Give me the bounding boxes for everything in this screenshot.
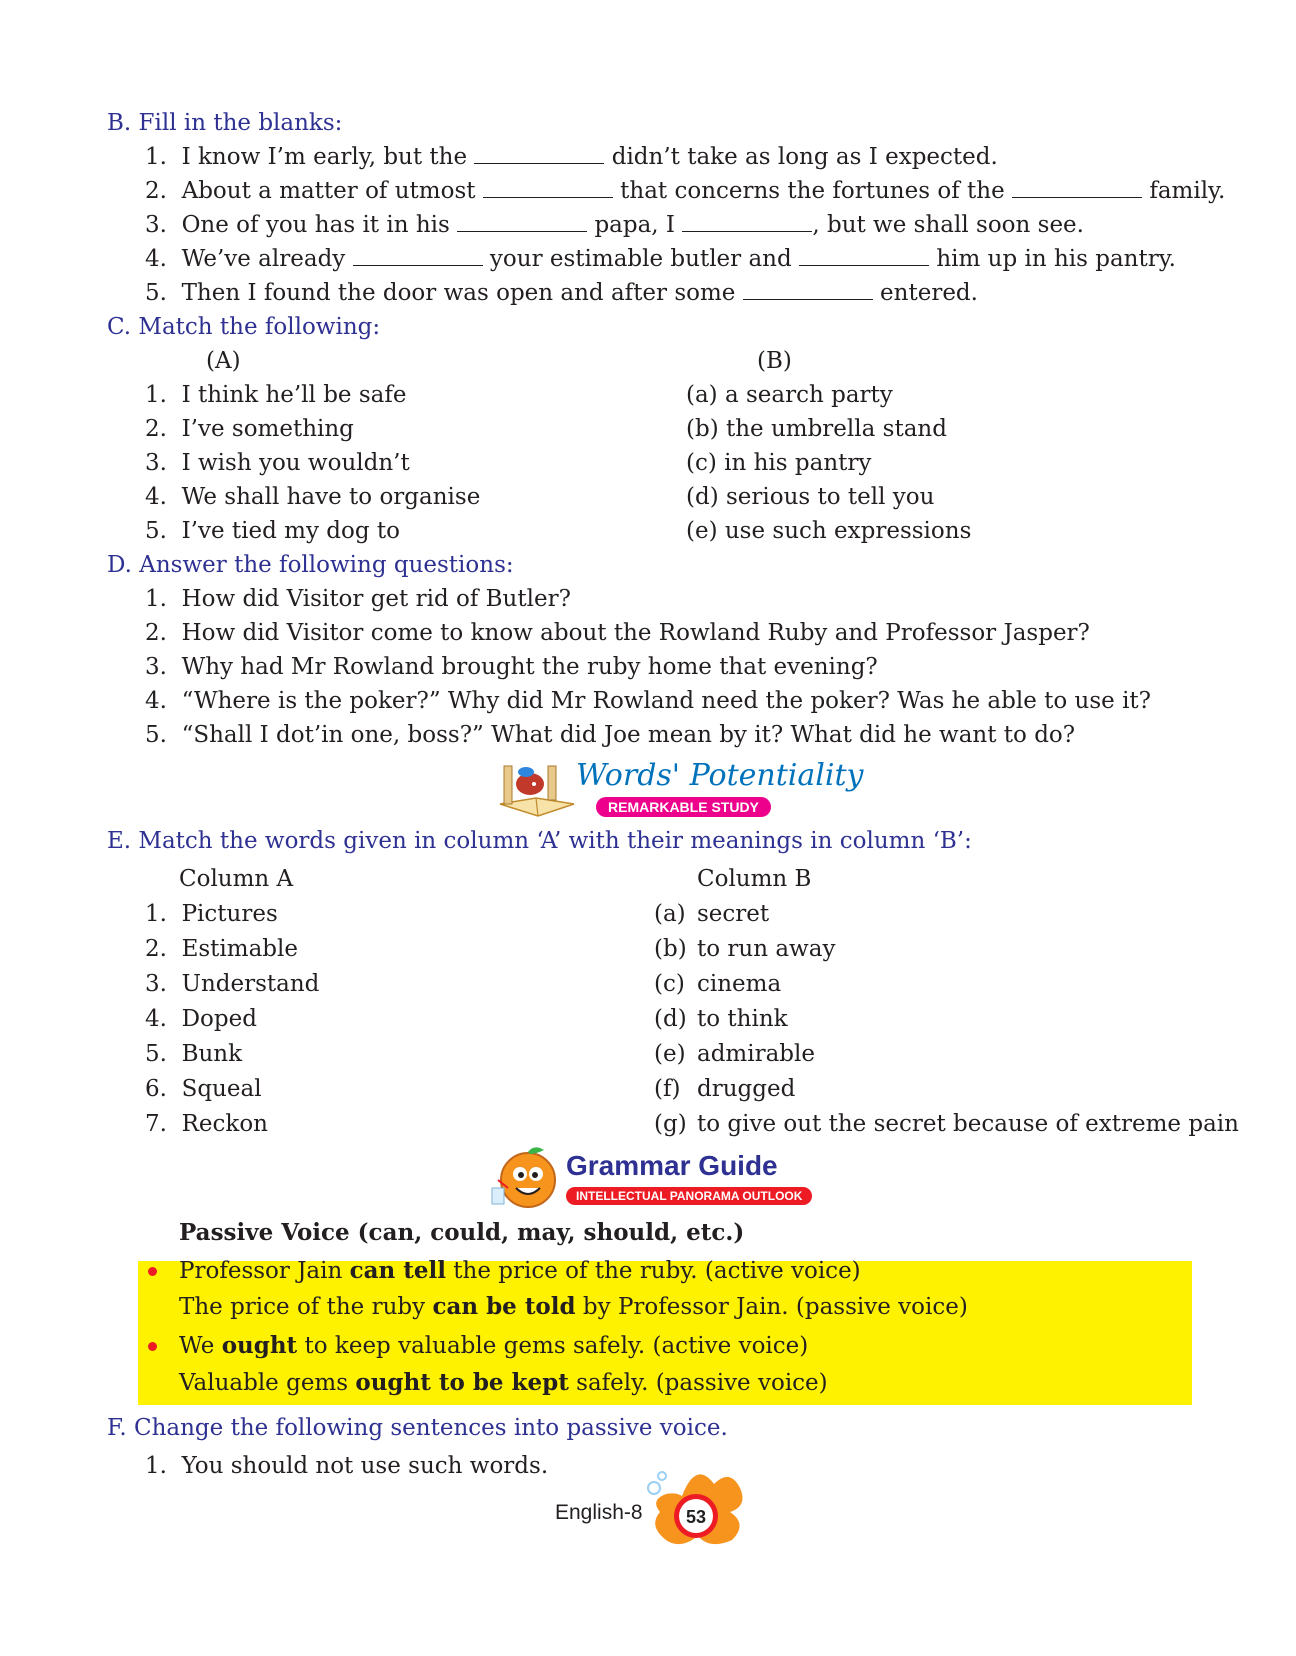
option-letter: (d) bbox=[654, 1006, 687, 1032]
list-item: 3. Understand bbox=[145, 971, 320, 997]
list-item: 4. We shall have to organise bbox=[145, 484, 481, 510]
option-letter: (f) bbox=[654, 1076, 681, 1102]
meaning: to give out the secret because of extreme pain bbox=[697, 1111, 1239, 1137]
blank bbox=[682, 211, 812, 232]
list-item: 5. Then I found the door was open and after some entered. bbox=[145, 280, 978, 306]
blank bbox=[353, 245, 483, 266]
blank bbox=[743, 279, 873, 300]
list-item: 2. How did Visitor come to know about the Rowland Ruby and Professor Jasper? bbox=[145, 620, 1090, 646]
orange-mascot-icon bbox=[488, 1144, 564, 1214]
example-active: We ought to keep valuable gems safely. (active voice) bbox=[179, 1332, 809, 1359]
blank bbox=[1012, 177, 1142, 198]
meaning: cinema bbox=[697, 971, 782, 997]
section-c-heading: C. Match the following: bbox=[107, 314, 381, 340]
list-item: 4. Doped bbox=[145, 1006, 257, 1032]
column-b-label: (B) bbox=[757, 348, 792, 374]
list-item: 1. I know I’m early, but the didn’t take as long as I expected. bbox=[145, 144, 998, 170]
section-d-heading: D. Answer the following questions: bbox=[107, 552, 514, 578]
meaning: to run away bbox=[697, 936, 836, 962]
list-item: 1. How did Visitor get rid of Butler? bbox=[145, 586, 571, 612]
section-e-heading: E. Match the words given in column ‘A’ with their meanings in column ‘B’: bbox=[107, 828, 972, 854]
list-item: 2. Estimable bbox=[145, 936, 298, 962]
list-item: 5. “Shall I dot’in one, boss?” What did Joe mean by it? What did he want to do? bbox=[145, 722, 1076, 748]
column-a-label: (A) bbox=[206, 348, 241, 374]
option-letter: (b) bbox=[654, 936, 687, 962]
list-item: 6. Squeal bbox=[145, 1076, 262, 1102]
meaning: secret bbox=[697, 901, 770, 927]
example-passive: The price of the ruby can be told by Professor Jain. (passive voice) bbox=[179, 1293, 968, 1320]
blank bbox=[799, 245, 929, 266]
list-item: 1. You should not use such words. bbox=[145, 1453, 549, 1479]
meaning: drugged bbox=[697, 1076, 796, 1102]
section-b-heading: B. Fill in the blanks: bbox=[107, 110, 343, 136]
bullet-icon bbox=[148, 1342, 157, 1351]
grammar-guide-tag: INTELLECTUAL PANORAMA OUTLOOK bbox=[566, 1187, 812, 1205]
section-f-heading: F. Change the following sentences into passive voice. bbox=[107, 1415, 728, 1441]
list-item: 1. Pictures bbox=[145, 901, 278, 927]
list-item: 2. I’ve something bbox=[145, 416, 354, 442]
book-dog-icon bbox=[496, 758, 578, 820]
grammar-guide-title: Grammar Guide bbox=[566, 1150, 778, 1181]
list-item: 2. About a matter of utmost that concerns the fortunes of the family. bbox=[145, 178, 1226, 204]
option-letter: (a) bbox=[654, 901, 686, 927]
words-potentiality-title: Words' Potentiality bbox=[576, 758, 864, 793]
match-option: (c) in his pantry bbox=[686, 450, 872, 476]
blank bbox=[474, 143, 604, 164]
option-letter: (e) bbox=[654, 1041, 686, 1067]
list-item: 4. “Where is the poker?” Why did Mr Rowland need the poker? Was he able to use it? bbox=[145, 688, 1152, 714]
column-a-label: Column A bbox=[179, 866, 294, 892]
meaning: admirable bbox=[697, 1041, 815, 1067]
example-passive: Valuable gems ought to be kept safely. (passive voice) bbox=[179, 1369, 828, 1396]
match-option: (b) the umbrella stand bbox=[686, 416, 947, 442]
list-item: 3. One of you has it in his papa, I , but we shall soon see. bbox=[145, 212, 1084, 238]
list-item: 3. Why had Mr Rowland brought the ruby home that evening? bbox=[145, 654, 878, 680]
blank bbox=[483, 177, 613, 198]
option-letter: (c) bbox=[654, 971, 685, 997]
page-number: 53 bbox=[685, 1507, 707, 1527]
remarkable-study-tag: REMARKABLE STUDY bbox=[596, 797, 771, 817]
option-letter: (g) bbox=[654, 1111, 687, 1137]
match-option: (e) use such expressions bbox=[686, 518, 972, 544]
meaning: to think bbox=[697, 1006, 788, 1032]
example-active: Professor Jain can tell the price of the ruby. (active voice) bbox=[179, 1257, 861, 1284]
list-item: 4. We’ve already your estimable butler and him up in his pantry. bbox=[145, 246, 1176, 272]
passive-voice-title: Passive Voice (can, could, may, should, etc.) bbox=[179, 1219, 745, 1246]
list-item: 5. Bunk bbox=[145, 1041, 243, 1067]
list-item: 3. I wish you wouldn’t bbox=[145, 450, 410, 476]
column-b-label: Column B bbox=[697, 866, 812, 892]
match-option: (d) serious to tell you bbox=[686, 484, 935, 510]
match-option: (a) a search party bbox=[686, 382, 893, 408]
bullet-icon bbox=[148, 1267, 157, 1276]
list-item: 7. Reckon bbox=[145, 1111, 268, 1137]
list-item: 5. I’ve tied my dog to bbox=[145, 518, 400, 544]
footer-book-title: English-8 bbox=[555, 1501, 643, 1524]
blank bbox=[457, 211, 587, 232]
list-item: 1. I think he’ll be safe bbox=[145, 382, 407, 408]
